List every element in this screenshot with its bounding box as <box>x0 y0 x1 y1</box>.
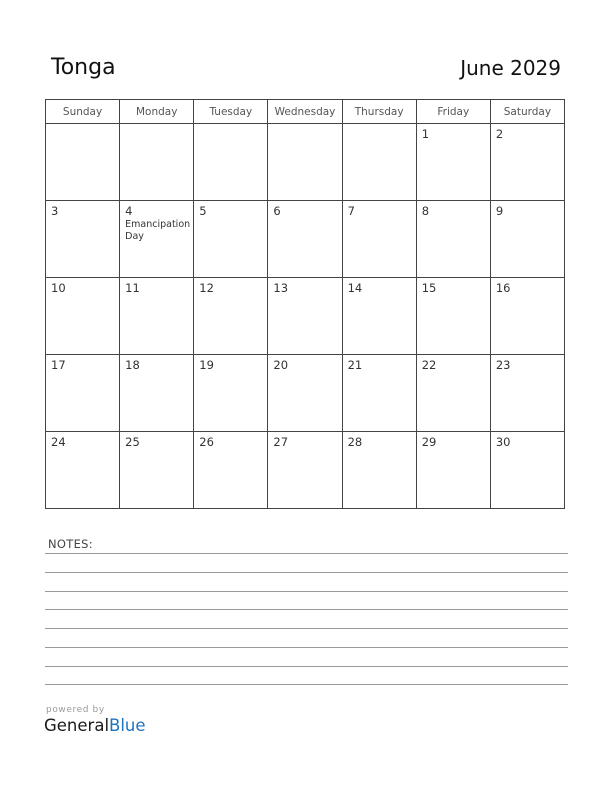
day-number: 21 <box>347 358 363 372</box>
day-number: 30 <box>495 435 511 449</box>
weekday-header-wednesday: Wednesday <box>268 100 342 124</box>
day-cell <box>194 124 268 201</box>
week-row <box>46 201 565 278</box>
weekday-header-saturday: Saturday <box>490 100 564 124</box>
weekday-header-friday: Friday <box>416 100 490 124</box>
day-cell <box>268 201 342 278</box>
notes-line <box>45 553 568 554</box>
day-number: 7 <box>347 204 355 218</box>
day-number: 24 <box>51 435 66 449</box>
day-number: 5 <box>199 204 207 218</box>
powered-by-text: powered by <box>46 705 105 715</box>
day-number <box>268 124 341 128</box>
day-number: 23 <box>495 358 511 372</box>
day-number: 3 <box>51 204 59 218</box>
day-number: 26 <box>199 435 214 449</box>
day-cell <box>490 124 564 201</box>
weekday-header-sunday: Sunday <box>46 100 120 124</box>
day-number: 15 <box>421 281 437 295</box>
brand-general-text: General <box>44 716 110 735</box>
day-cell <box>268 355 342 432</box>
day-cell <box>46 432 120 509</box>
notes-line <box>45 666 568 667</box>
day-cell <box>416 278 490 355</box>
day-number: 20 <box>273 358 289 372</box>
notes-line <box>45 609 568 610</box>
day-cell <box>416 432 490 509</box>
day-number: 14 <box>347 281 363 295</box>
day-number: 27 <box>273 435 289 449</box>
day-number: 12 <box>199 281 214 295</box>
notes-line <box>45 647 568 648</box>
weekday-header-thursday: Thursday <box>342 100 416 124</box>
day-number <box>46 124 119 128</box>
day-number <box>343 124 416 128</box>
week-row <box>46 124 565 201</box>
day-cell <box>490 432 564 509</box>
day-cell <box>268 432 342 509</box>
day-cell <box>342 432 416 509</box>
day-cell <box>268 124 342 201</box>
day-number: 9 <box>495 204 504 218</box>
day-cell <box>416 355 490 432</box>
day-cell <box>342 278 416 355</box>
day-cell <box>120 432 194 509</box>
holiday-label: Emancipation Day <box>125 218 191 242</box>
notes-line <box>45 572 568 573</box>
weekday-header-row <box>46 100 565 124</box>
day-cell <box>46 124 120 201</box>
day-number: 28 <box>347 435 363 449</box>
day-cell <box>46 201 120 278</box>
day-cell <box>46 355 120 432</box>
day-number: 8 <box>421 204 430 218</box>
brand-blue-text: Blue <box>109 716 146 735</box>
week-row <box>46 355 565 432</box>
day-cell <box>416 124 490 201</box>
day-cell <box>342 124 416 201</box>
day-number: 11 <box>125 281 140 295</box>
calendar-grid <box>45 99 565 509</box>
day-number: 17 <box>51 358 66 372</box>
day-number: 18 <box>125 358 140 372</box>
weekday-header-tuesday: Tuesday <box>194 100 268 124</box>
notes-line <box>45 628 568 629</box>
day-number: 13 <box>273 281 289 295</box>
day-cell <box>194 201 268 278</box>
day-cell <box>194 278 268 355</box>
generalblue-logo <box>44 716 146 735</box>
day-cell <box>416 201 490 278</box>
weekday-header-monday: Monday <box>120 100 194 124</box>
day-cell <box>120 355 194 432</box>
day-number: 25 <box>125 435 140 449</box>
notes-label: NOTES: <box>48 537 93 551</box>
notes-line <box>45 591 568 592</box>
month-year-title: June 2029 <box>460 56 561 80</box>
day-number: 22 <box>421 358 437 372</box>
country-title: Tonga <box>51 55 116 80</box>
day-cell <box>342 201 416 278</box>
day-number: 16 <box>495 281 511 295</box>
day-cell <box>120 278 194 355</box>
day-number: 1 <box>421 127 430 141</box>
day-cell <box>342 355 416 432</box>
day-number: 2 <box>495 127 504 141</box>
day-number <box>120 124 193 128</box>
day-number: 6 <box>273 204 281 218</box>
day-number <box>194 124 267 128</box>
notes-line <box>45 684 568 685</box>
week-row <box>46 278 565 355</box>
day-cell <box>120 124 194 201</box>
day-cell <box>268 278 342 355</box>
day-cell <box>194 355 268 432</box>
week-row <box>46 432 565 509</box>
day-number: 19 <box>199 358 214 372</box>
day-cell <box>490 278 564 355</box>
day-number: 4 <box>125 204 133 218</box>
day-cell <box>120 201 194 278</box>
day-cell <box>194 432 268 509</box>
day-cell <box>490 201 564 278</box>
day-number: 29 <box>421 435 437 449</box>
day-number: 10 <box>51 281 66 295</box>
day-cell <box>490 355 564 432</box>
day-cell <box>46 278 120 355</box>
